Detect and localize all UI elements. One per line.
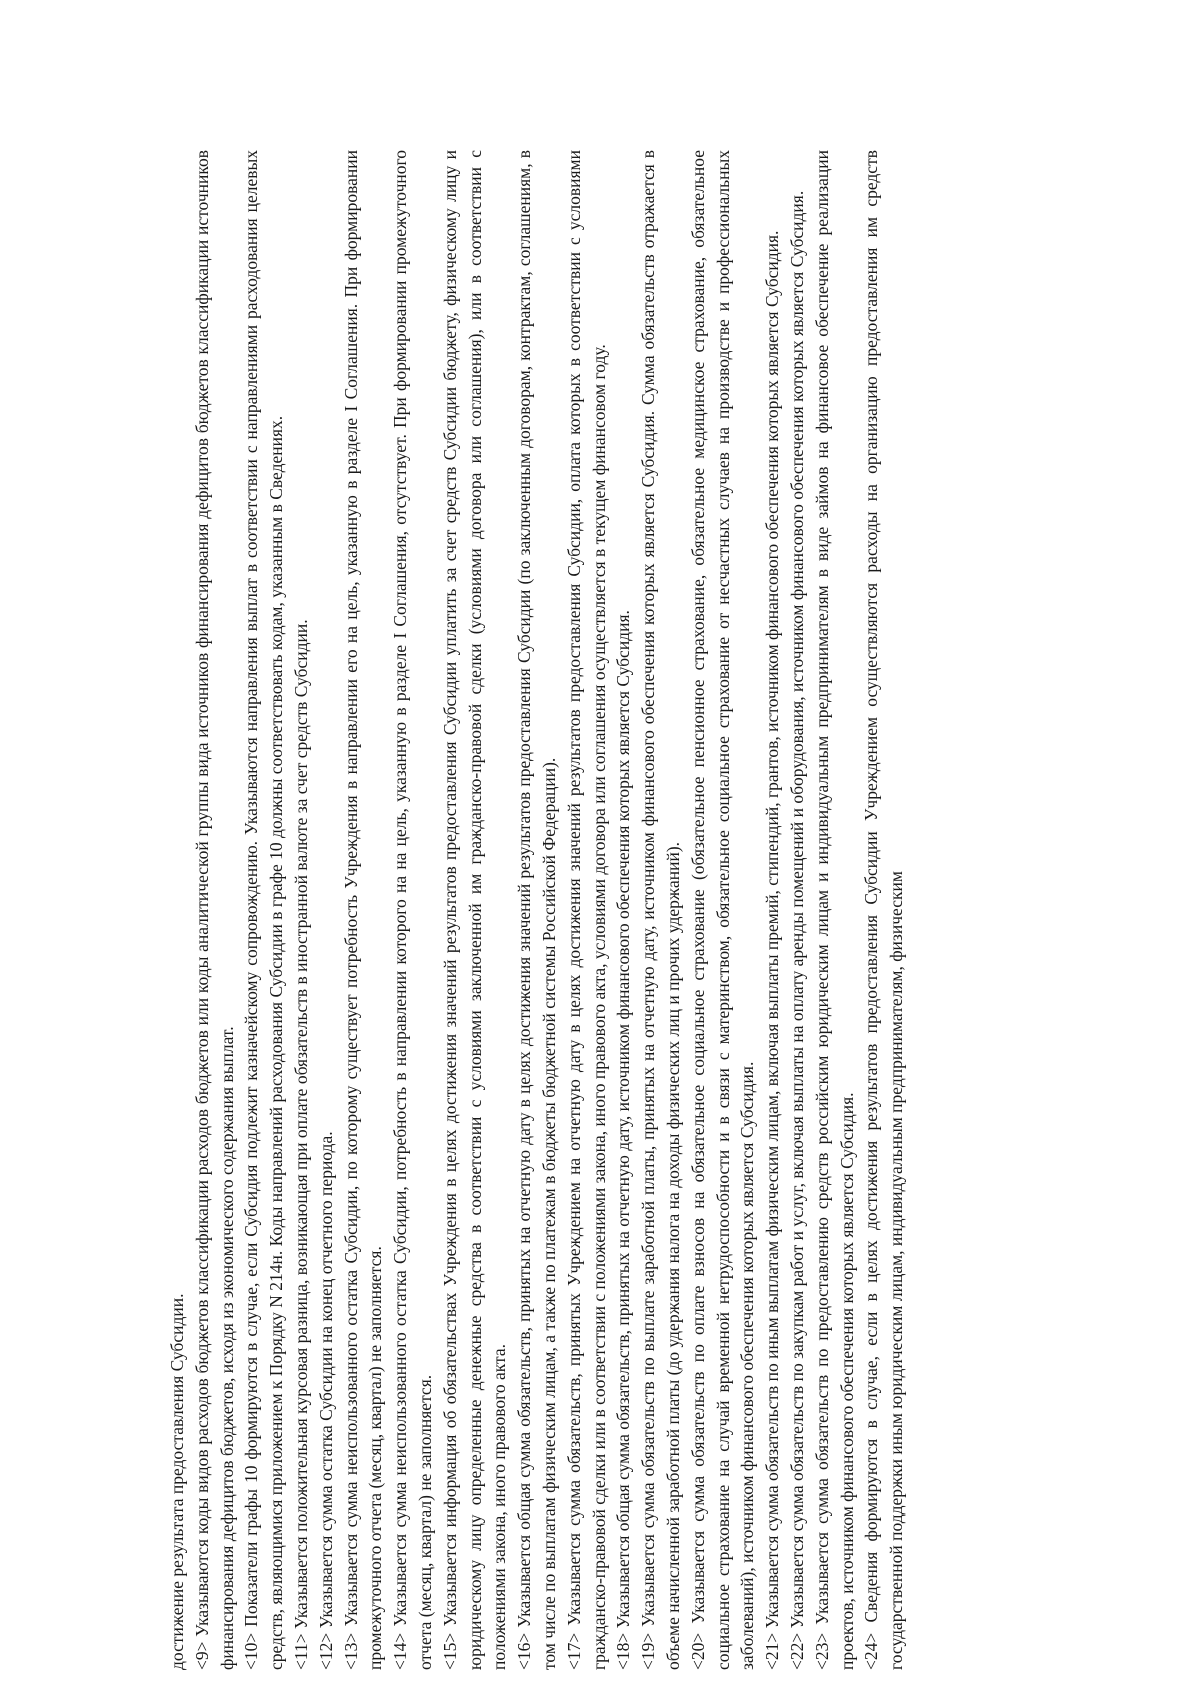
footnote-20: <20> Указывается сумма обязательств по оплате взносов на обязательное социальное страхование (обязательное пенсионное страхование, обязательное медицинское страхование, обязательное социальное страхование на случай временной нетрудоспособности и в связи с материнством, обязательное социальное страхование от несчастных случаев на производстве и профессиональных заболеваний), источником финансового обеспечения которых является Субсидия. — [687, 150, 758, 1670]
footnote-13: <13> Указывается сумма неиспользованного остатка Субсидии, по которому существует потребность Учреждения в направлении его на цель, указанную в разделе I Соглашения. При формировании промежуточного отчета (месяц, квартал) не заполняется. — [340, 150, 386, 1670]
footnote-14: <14> Указывается сумма неиспользованного остатка Субсидии, потребность в направлении которого на на цель, указанную в разделе I Соглашения, отсутствует. При формировании промежуточного отчета (месяц, квартал) не заполняется. — [390, 150, 435, 1670]
document-page-rotated — [165, 150, 909, 1670]
footnote-17: <17> Указывается сумма обязательств, принятых Учреждением на отчетную дату в целях достижения значений результатов предоставления Субсидии, оплата которых в соответствии с условиями гражданско-правовой сделки или в соответствии с положениями закона, иного правового акта, условиями договора или соглашения осуществляется в текущем финансовом году. — [563, 150, 609, 1670]
footnote-10: <10> Показатели графы 10 формируются в случае, если Субсидия подлежит казначейскому сопровождению. Указываются направления выплат в соответствии с направлениями расходования целевых средств, являющимися приложением к Порядку N 214н. Коды направлений расходования Субсидии в графе 10 должны соответствовать кодам, указанным в Сведениях. — [241, 150, 287, 1670]
paragraph-continuation: достижение результата предоставления Субсидии. — [167, 1293, 187, 1670]
footnote-9: <9> Указываются коды видов расходов бюджетов классификации расходов бюджетов или коды аналитической группы вида источников финансирования дефицитов бюджетов классификации источников финансирования дефицитов бюджетов, исходя из экономического содержания выплат. — [191, 150, 237, 1670]
footnote-21: <21> Указывается сумма обязательств по иным выплатам физическим лицам, включая выплаты премий, стипендий, грантов, источником финансового обеспечения которых является Субсидия. — [762, 230, 783, 1670]
footnote-23: <23> Указывается сумма обязательств по предоставлению средств российским юридическим лицам и индивидуальным предпринимателям в виде займов на финансовое обеспечение реализации проектов, источником финансового обеспечения которых является Субсидия. — [811, 150, 857, 1670]
footnote-18: <18> Указывается общая сумма обязательств, принятых на отчетную дату, источником финансового обеспечения которых является Субсидия. — [613, 610, 634, 1670]
footnote-11: <11> Указывается положительная курсовая разница, возникающая при оплате обязательств в иностранной валюте за счет средств Субсидии. — [290, 619, 311, 1670]
footnote-12: <12> Указывается сумма остатка Субсидии на конец отчетного периода. — [315, 1131, 336, 1670]
footnote-19: <19> Указывается сумма обязательств по выплате заработной платы, принятых на отчетную дату, источником финансового обеспечения которых является Субсидия. Сумма обязательств отражается в объеме начисленной заработной платы (до удержания налога на доходы физических лиц и прочих удержаний). — [638, 150, 683, 1670]
footnote-15: <15> Указывается информация об обязательствах Учреждения в целях достижения значений результатов предоставления Субсидии уплатить за счет средств Субсидии бюджету, физическому лицу и юридическому лицу определенные денежные средства в соответствии с условиями заключенной им гражданско-правовой сделки (условиями договора или соглашения), или в соответствии с положениями закона, иного правового акта. — [439, 150, 510, 1670]
footnote-24: <24> Сведения формируются в случае, если в целях достижения результатов предоставления Субсидии Учреждением осуществляются расходы на организацию предоставления им средств государственной поддержки иным юридическим лицам, индивидуальным предпринимателям, физическим — [861, 150, 907, 1670]
footnote-22: <22> Указывается сумма обязательств по закупкам работ и услуг, включая выплаты на оплату аренды помещений и оборудования, источником финансового обеспечения которых является Субсидия. — [786, 190, 807, 1670]
footnote-16: <16> Указывается общая сумма обязательств, принятых на отчетную дату в целях достижения значений результатов предоставления Субсидии (по заключенным договорам, контрактам, соглашениям, в том числе по выплатам физическим лицам, а также по платежам в бюджеты бюджетной системы Российской Федерации). — [514, 150, 559, 1670]
